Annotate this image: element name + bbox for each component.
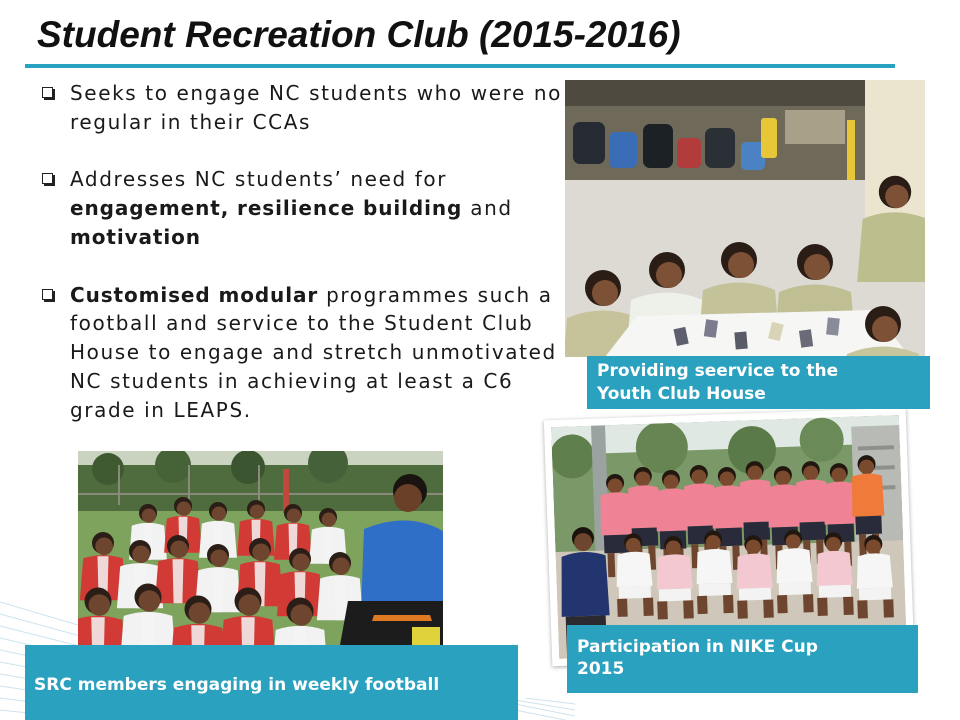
bullet-line — [70, 79, 580, 108]
caption-card-game — [587, 356, 930, 409]
bullet-text: Seeks to engage NC students who were no — [70, 81, 562, 105]
bullet-text-bold: engagement, resilience building — [70, 196, 463, 221]
caption-line: Participation in NIKE Cup — [577, 637, 818, 657]
photo-nike-cup-image — [551, 415, 907, 659]
bullet-text: football and service to the Student Club — [70, 311, 534, 336]
title-underline — [25, 64, 895, 68]
bullet-line — [70, 367, 580, 396]
bullet-text: and — [462, 196, 513, 221]
bullet-line — [70, 108, 580, 137]
checkbox-bullet-icon — [42, 87, 53, 98]
bullet-line — [70, 281, 580, 310]
bullet-item — [40, 165, 580, 251]
photo-card-game-image — [565, 80, 925, 357]
caption-line: 2015 — [577, 659, 625, 679]
bullet-text: NC students in achieving at least a C6 — [70, 368, 514, 393]
bullet-text: grade in LEAPS. — [70, 397, 252, 422]
caption-nike-cup — [567, 625, 918, 693]
photo-card-game — [565, 80, 925, 357]
checkbox-bullet-icon — [42, 173, 53, 184]
bullet-text-bold: Customised modular — [70, 282, 319, 307]
bullet-list — [40, 79, 580, 453]
caption-weekly-football — [25, 645, 518, 720]
caption-line: Providing seervice to the — [597, 361, 839, 381]
bullet-line — [70, 338, 580, 367]
bullet-line — [70, 194, 580, 223]
caption-line: SRC members engaging in weekly football — [34, 675, 440, 695]
bullet-text-bold: motivation — [70, 224, 201, 249]
bullet-item — [40, 79, 580, 137]
photo-nike-cup — [551, 415, 907, 659]
slide-title: Student Recreation Club (2015-2016) — [37, 14, 681, 55]
caption-line: Youth Club House — [597, 384, 766, 404]
bullet-line — [70, 396, 580, 425]
bullet-text: programmes such a — [318, 282, 553, 307]
photo-weekly-football-image — [78, 451, 443, 645]
bullet-text: House to engage and stretch unmotivated — [70, 340, 557, 365]
bullet-text: Addresses NC students’ need for — [70, 167, 448, 192]
bullet-line — [70, 309, 580, 338]
photo-weekly-football — [78, 451, 443, 645]
checkbox-bullet-icon — [42, 289, 53, 300]
bullet-line — [70, 223, 580, 252]
bullet-text: regular in their CCAs — [70, 109, 312, 134]
bullet-line — [70, 165, 580, 194]
bullet-item — [40, 281, 580, 425]
